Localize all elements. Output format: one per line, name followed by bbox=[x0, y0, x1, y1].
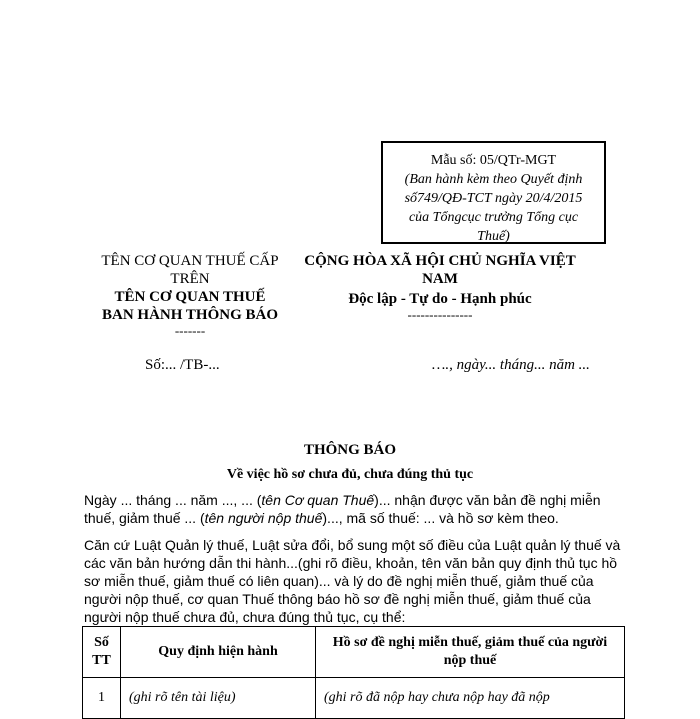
header-current-rule: Quy định hiện hành bbox=[121, 627, 316, 678]
parent-agency-line-1: TÊN CƠ QUAN THUẾ CẤP bbox=[101, 253, 279, 269]
country-name-line-1: CỘNG HÒA XÃ HỘI CHỦ NGHĨA VIỆT bbox=[304, 253, 576, 269]
document-date: …., ngày... tháng... năm ... bbox=[432, 357, 590, 373]
row-no: 1 bbox=[83, 678, 121, 719]
para1-agency-name: tên Cơ quan Thuế bbox=[261, 492, 375, 508]
document-title: THÔNG BÁO bbox=[303, 442, 397, 458]
para1-part-c: )... nhận được văn bản đề nghị miễn thuế, giảm thuế ... ( bbox=[84, 492, 601, 526]
parent-agency-line-2: TRÊN bbox=[170, 271, 210, 287]
paragraph-legal-basis: Căn cứ Luật Quản lý thuế, Luật sửa đổi, bổ sung một số điều của Luật quản lý thuế và các văn bản hướng dẫn thi hành...(ghi rõ điều, khoản, tên văn bản quy định thủ tục hồ sơ miễn thuế, giảm thuế có liên quan)... và lý do đề nghị miễn thuế, giảm thuế của người nộp thuế, cơ quan Thuế thông báo hồ sơ đề nghị miễn thuế, giảm thuế của người nộp thuế chưa đủ, chưa đúng thủ tục, cụ thể: bbox=[84, 537, 621, 625]
para1-part-e: )..., mã số thuế: ... và hồ sơ kèm theo. bbox=[322, 510, 559, 526]
header-no: Số TT bbox=[83, 627, 121, 678]
issuing-agency-header bbox=[80, 252, 300, 338]
document-number: Số:... /TB-... bbox=[145, 357, 220, 373]
row-file: (ghi rõ đã nộp hay chưa nộp hay đã nộp bbox=[316, 678, 625, 719]
country-name-line-2: NAM bbox=[422, 271, 458, 287]
left-divider: ------- bbox=[174, 323, 206, 338]
para1-taxpayer-name: tên người nộp thuế bbox=[204, 510, 323, 526]
motto: Độc lập - Tự do - Hạnh phúc bbox=[348, 291, 532, 307]
row-rule: (ghi rõ tên tài liệu) bbox=[121, 678, 316, 719]
document-subtitle: Về việc hồ sơ chưa đủ, chưa đúng thủ tục bbox=[226, 467, 474, 482]
table-row bbox=[83, 678, 625, 719]
para1-part-a: Ngày ... tháng ... năm ..., ... ( bbox=[84, 492, 262, 508]
form-note-line-1: (Ban hành kèm theo Quyết định bbox=[404, 172, 583, 187]
requirements-table bbox=[82, 626, 625, 719]
form-code: Mẫu số: 05/QTr-MGT bbox=[430, 153, 557, 168]
paragraph-received bbox=[84, 491, 622, 527]
form-note-line-3: của Tổngcục trưởng Tổng cục bbox=[408, 210, 579, 225]
national-header bbox=[300, 252, 580, 322]
issuing-agency-line-2: BAN HÀNH THÔNG BÁO bbox=[102, 307, 278, 323]
form-note-line-2: số749/QĐ-TCT ngày 20/4/2015 bbox=[404, 191, 583, 206]
form-note-line-4: Thuế) bbox=[477, 229, 510, 244]
header-taxpayer-file: Hồ sơ đề nghị miễn thuế, giảm thuế của người nộp thuế bbox=[316, 627, 625, 678]
table-header-row bbox=[83, 627, 625, 678]
form-code-box bbox=[381, 141, 606, 244]
right-divider: --------------- bbox=[407, 307, 473, 322]
issuing-agency-line-1: TÊN CƠ QUAN THUẾ bbox=[114, 289, 266, 305]
